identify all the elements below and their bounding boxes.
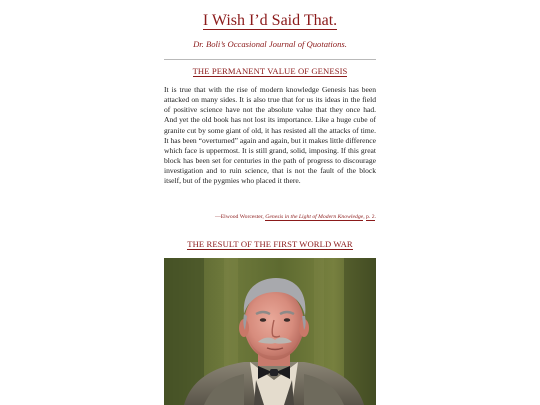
site-subtitle: Dr. Boli’s Occasional Journal of Quotations.	[193, 39, 347, 49]
attribution-page-link[interactable]: p. 2	[366, 214, 375, 220]
site-title[interactable]	[0, 12, 540, 30]
quote-body: It is true that with the rise of modern knowledge Genesis has been attacked on many sides. It is also true that for us its ideas in the field of positive science have not the absolute value that they once had. And yet the old book has not lost its importance. Like a huge cube of granite cut by some giant of old, it has resisted all the attacks of time. It has been “overturned” again and again, but it makes little difference which face is uppermost. It is still grand, solid, imposing. If this great block has been set for centuries in the path of progress to discourage investigation and to ruin science, that is not the fault of the block itself, but of the pygmies who placed it there.	[164, 85, 376, 186]
attribution-separator: ,	[363, 214, 367, 220]
attribution-end: .	[374, 214, 376, 220]
post-title-link[interactable]: THE PERMANENT VALUE OF GENESIS	[192, 66, 348, 76]
portrait-image	[164, 258, 376, 405]
quote-attribution	[164, 213, 376, 221]
site-title-link[interactable]: I Wish I’d Said That.	[202, 12, 338, 29]
attribution-author: —Elwood Worcester,	[215, 214, 266, 220]
portrait-photo	[164, 258, 376, 405]
post-title[interactable]	[0, 66, 540, 77]
attribution-work-link[interactable]: Genesis in the Light of Modern Knowledge	[265, 214, 364, 220]
post-title[interactable]	[0, 239, 540, 250]
post-title-link[interactable]: THE RESULT OF THE FIRST WORLD WAR	[187, 239, 353, 249]
header-divider	[164, 59, 376, 60]
